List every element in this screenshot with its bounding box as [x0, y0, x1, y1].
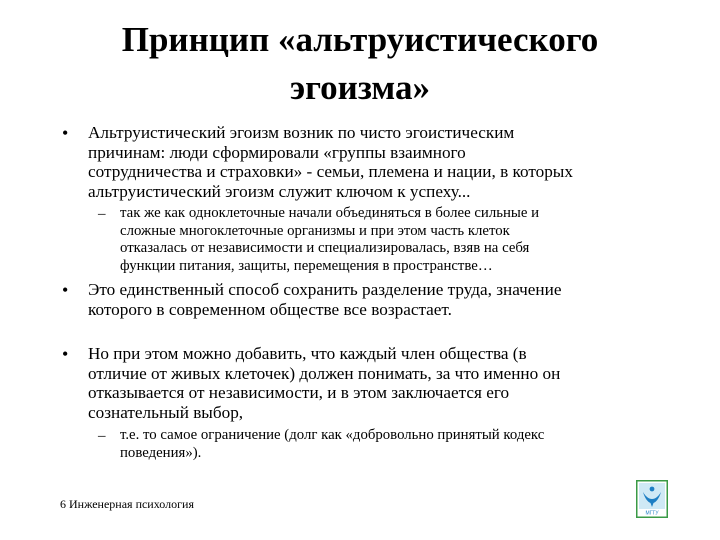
slide-title-line-2: эгоизма»: [290, 68, 430, 107]
logo-text: МГТУ: [645, 510, 659, 517]
sub-bullet-1-text: [120, 205, 660, 275]
sub-bullet-2-line-2: поведения»).: [120, 444, 202, 461]
bullet-3-line-2: отличие от живых клеточек) должен понимать, за что именно он: [88, 363, 561, 383]
bullet-2-text: [88, 280, 663, 319]
sub-bullet-marker-1: –: [98, 206, 106, 222]
sub-bullet-marker-2: –: [98, 428, 106, 444]
slide-title: [60, 16, 660, 112]
bullet-1-line-1: Альтруистический эгоизм возник по чисто эгоистическим: [88, 123, 515, 142]
bullet-marker-1: •: [62, 123, 69, 143]
bullet-3-line-3: отказывается от независимости, и в этом заключается его: [88, 383, 510, 403]
bullet-marker-3: •: [62, 344, 69, 364]
sub-bullet-2-line-1: т.е. то самое ограничение (долг как «добровольно принятый кодекс: [120, 427, 545, 443]
sub-bullet-2-text: [120, 427, 660, 462]
bullet-2-line-1: Это единственный способ сохранить разделение труда, значение: [88, 280, 562, 299]
slide-title-line-1: Принцип «альтруистического: [121, 20, 599, 59]
bullet-3-line-1: Но при этом можно добавить, что каждый член общества (в: [88, 344, 527, 363]
bullet-1-line-4: альтруистический эгоизм служит ключом к успеху...: [88, 181, 471, 201]
bullet-marker-2: •: [62, 280, 69, 300]
bullet-3-line-4: сознательный выбор,: [88, 402, 244, 422]
university-logo-icon: [636, 480, 668, 518]
slide-footer: 6 Инженерная психология: [60, 497, 194, 511]
sub-bullet-1-line-4: функции питания, защиты, перемещения в пространстве…: [120, 257, 493, 274]
bullet-3-text: [88, 344, 663, 422]
sub-bullet-1-line-2: сложные многоклеточные организмы и при этом часть клеток: [120, 222, 510, 239]
sub-bullet-1-line-1: так же как одноклеточные начали объединяться в более сильные и: [120, 205, 540, 221]
bullet-1-line-2: причинам: люди сформировали «группы взаимного: [88, 142, 466, 162]
bullet-1-text: [88, 123, 663, 201]
logo-graphic: [636, 480, 668, 518]
sub-bullet-1-line-3: отказалась от независимости и специализировалась, взяв на себя: [120, 240, 530, 257]
bullet-2-line-2: которого в современном обществе все возрастает.: [88, 299, 452, 319]
bullet-1-line-3: сотрудничества и страховки» - семьи, племена и нации, в которых: [88, 162, 573, 182]
